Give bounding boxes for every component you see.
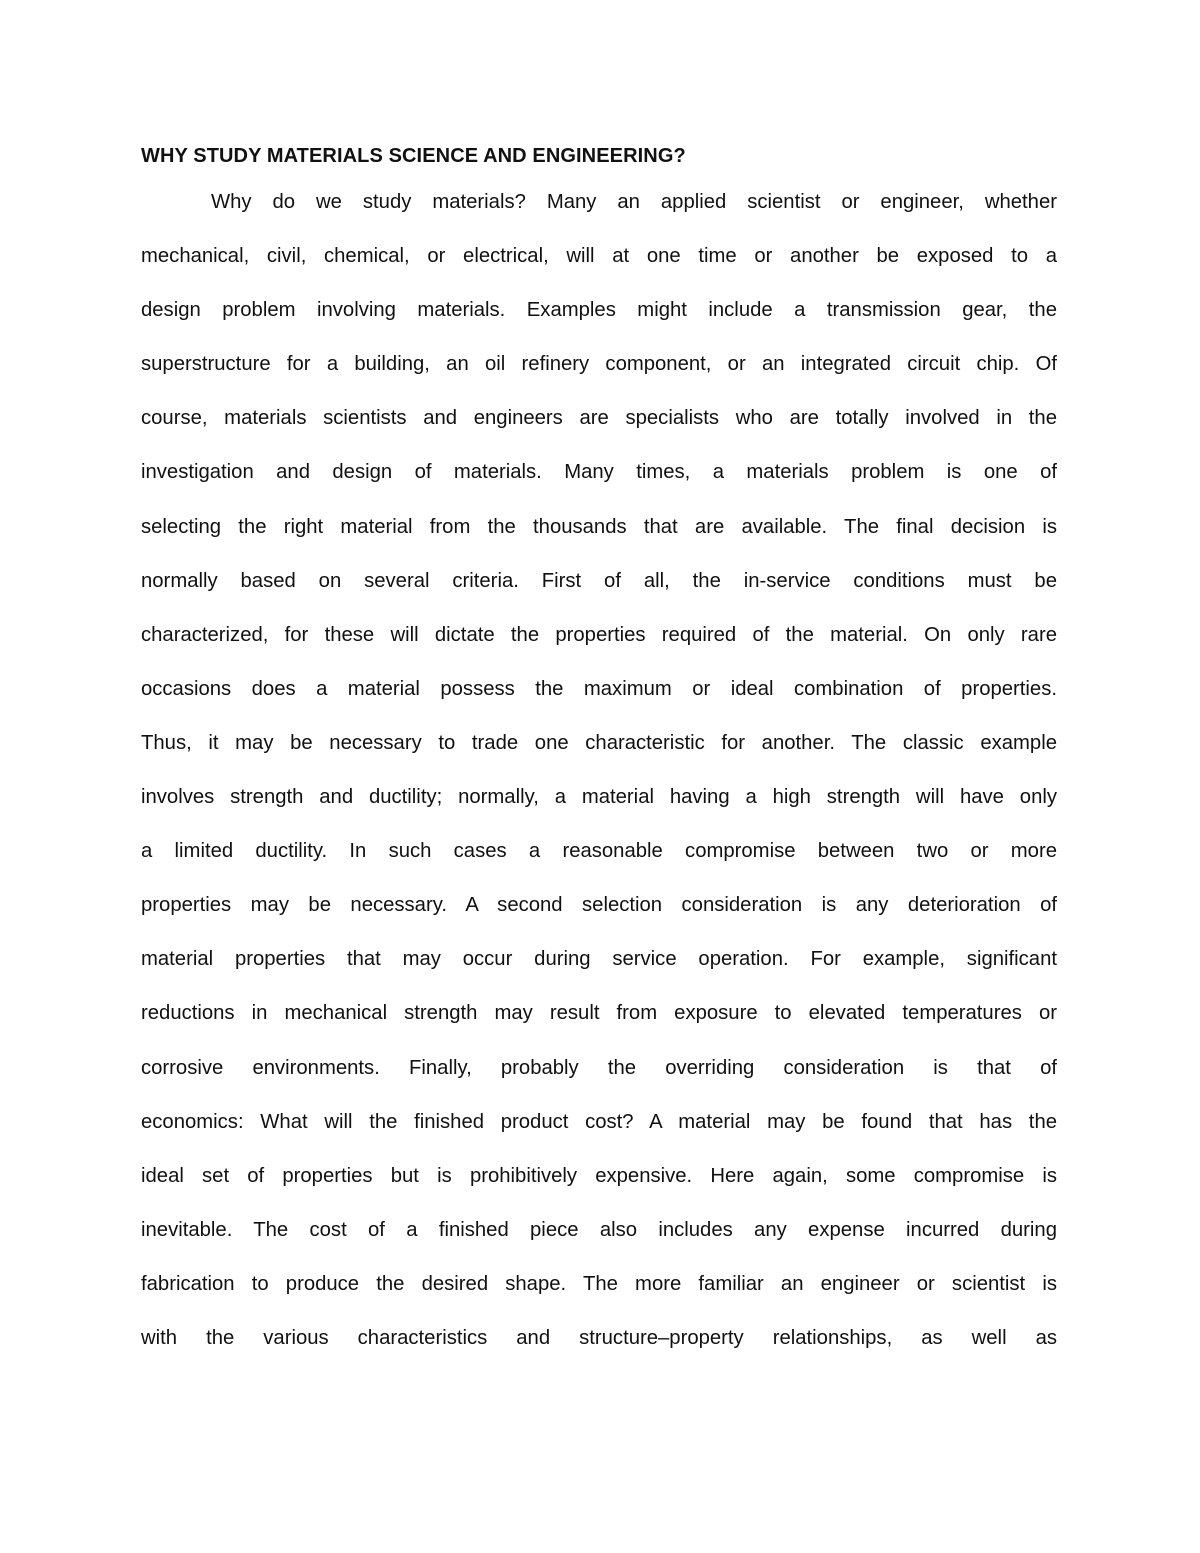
paragraph-line: inevitable. The cost of a finished piece also includes any expense incurred during xyxy=(141,1218,1057,1241)
paragraph-line: design problem involving materials. Examples might include a transmission gear, the xyxy=(141,299,1057,322)
paragraph-line: corrosive environments. Finally, probably the overriding consideration is that of xyxy=(141,1056,1057,1079)
paragraph-line: fabrication to produce the desired shape. The more familiar an engineer or scientist is xyxy=(141,1272,1057,1295)
paragraph-line: economics: What will the finished product cost? A material may be found that has the xyxy=(141,1110,1057,1133)
paragraph-line: a limited ductility. In such cases a reasonable compromise between two or more xyxy=(141,840,1057,863)
paragraph-line: with the various characteristics and structure–property relationships, as well as xyxy=(141,1326,1057,1349)
document-heading: WHY STUDY MATERIALS SCIENCE AND ENGINEERING? xyxy=(141,145,686,167)
paragraph-line: Thus, it may be necessary to trade one characteristic for another. The classic example xyxy=(141,731,1057,754)
paragraph-line: investigation and design of materials. Many times, a materials problem is one of xyxy=(141,461,1057,484)
paragraph-line: course, materials scientists and engineers are specialists who are totally involved in the xyxy=(141,407,1057,430)
paragraph-line: mechanical, civil, chemical, or electrical, will at one time or another be exposed to a xyxy=(141,245,1057,268)
paragraph-line: reductions in mechanical strength may result from exposure to elevated temperatures or xyxy=(141,1002,1057,1025)
paragraph-line: Why do we study materials? Many an applied scientist or engineer, whether xyxy=(211,191,1057,213)
paragraph-line: characterized, for these will dictate the properties required of the material. On only rare xyxy=(141,623,1057,646)
paragraph-line: ideal set of properties but is prohibitively expensive. Here again, some compromise is xyxy=(141,1164,1057,1187)
paragraph-line: selecting the right material from the thousands that are available. The final decision is xyxy=(141,515,1057,538)
paragraph-line: involves strength and ductility; normally, a material having a high strength will have only xyxy=(141,786,1057,809)
paragraph-line: normally based on several criteria. First of all, the in-service conditions must be xyxy=(141,569,1057,592)
paragraph-line: superstructure for a building, an oil refinery component, or an integrated circuit chip. Of xyxy=(141,353,1057,376)
body-paragraph xyxy=(141,186,1057,1376)
paragraph-line: occasions does a material possess the maximum or ideal combination of properties. xyxy=(141,677,1057,700)
paragraph-line: material properties that may occur during service operation. For example, significant xyxy=(141,948,1057,971)
paragraph-line: properties may be necessary. A second selection consideration is any deterioration of xyxy=(141,894,1057,917)
